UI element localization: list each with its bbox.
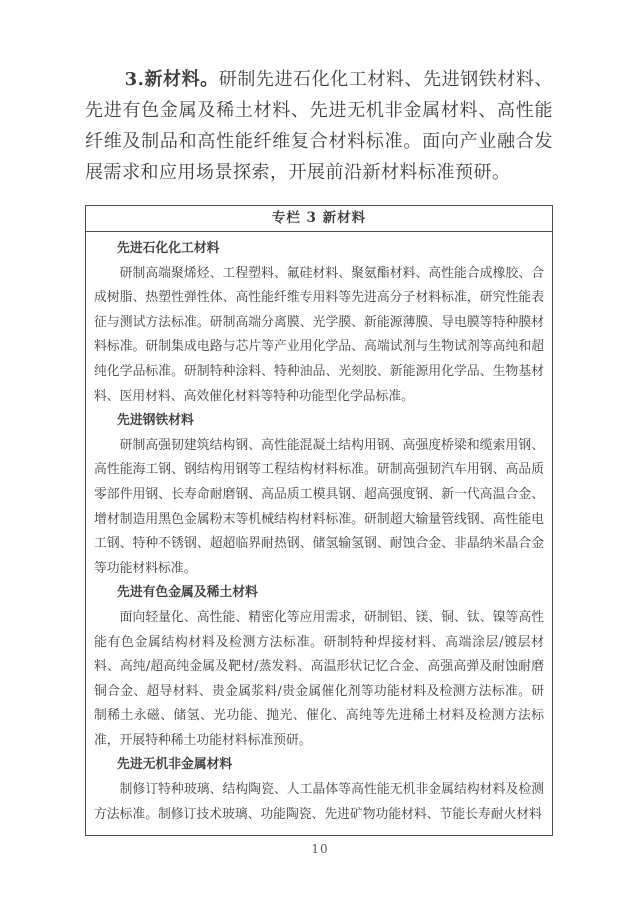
box-section-steel <box>94 409 544 581</box>
box-section-nonferrous-rare-earth <box>94 581 544 753</box>
section-heading: 先进钢铁材料 <box>117 413 194 429</box>
section-heading: 先进无机非金属材料 <box>117 757 233 773</box>
intro-lead: 3.新材料。 <box>124 69 219 90</box>
intro-paragraph <box>85 64 553 188</box>
page-number: 10 <box>311 842 329 856</box>
callout-box-body <box>86 232 552 835</box>
intro-body: 研制先进石化化工材料、先进钢铁材料、先进有色金属及稀土材料、先进无机非金属材料、高性能纤维及制品和高性能纤维复合材料标准。面向产业融合发展需求和应用场景探索，开展前沿新材料标准预研。 <box>85 69 554 183</box>
callout-box <box>85 205 553 836</box>
section-body: 面向轻量化、高性能、精密化等应用需求，研制铝、镁、铜、钛、镍等高性能有色金属结构材料及检测方法标准。研制特种焊接材料、高端涂层/镀层材料、高纯/超高纯金属及靶材/蒸发料、高温形状记忆合金、高强高弹及耐蚀耐磨铜合金、超导材料、贵金属浆料/贵金属催化剂等功能材料及检测方法标准。研制稀土永磁、储氢、光功能、抛光、催化、高纯等先进稀土材料及检测方法标准，开展特种稀土功能材料标准预研。 <box>94 609 544 748</box>
section-body: 制修订特种玻璃、结构陶瓷、人工晶体等高性能无机非金属结构材料及检测方法标准。制修订技术玻璃、功能陶瓷、先进矿物功能材料、节能长寿耐火材料 <box>94 782 544 822</box>
page-content <box>85 0 553 836</box>
box-section-inorganic-nonmetal <box>94 753 544 827</box>
section-body: 研制高端聚烯烃、工程塑料、氟硅材料、聚氨酯材料、高性能合成橡胶、合成树脂、热塑性弹性体、高性能纤维专用料等先进高分子材料标准，研究性能表征与测试方法标准。研制高端分离膜、光学膜、新能源薄膜、导电膜等特种膜材料标准。研制集成电路与芯片等产业用化学品、高端试剂与生物试剂等高纯和超纯化学品标准。研制特种涂料、特种油品、光刻胶、新能源用化学品、生物基材料、医用材料、高效催化材料等特种功能型化学品标准。 <box>94 265 544 404</box>
section-heading: 先进石化化工材料 <box>117 241 220 256</box>
section-body: 研制高强韧建筑结构钢、高性能混凝土结构用钢、高强度桥梁和缆索用钢、高性能海工钢、钢结构用钢等工程结构材料标准。研制高强韧汽车用钢、高品质零部件用钢、长寿命耐磨钢、高品质工模具钢、超高强度钢、新一代高温合金、增材制造用黑色金属粉末等机械结构材料标准。研制超大输量管线钢、高性能电工钢、特种不锈钢、超超临界耐热钢、储氢输氢钢、耐蚀合金、非晶纳米晶合金等功能材料标准。 <box>94 437 544 576</box>
box-section-petrochemical <box>94 237 544 409</box>
section-heading: 先进有色金属及稀土材料 <box>117 585 258 601</box>
callout-box-title: 专栏 3 新材料 <box>86 206 552 232</box>
